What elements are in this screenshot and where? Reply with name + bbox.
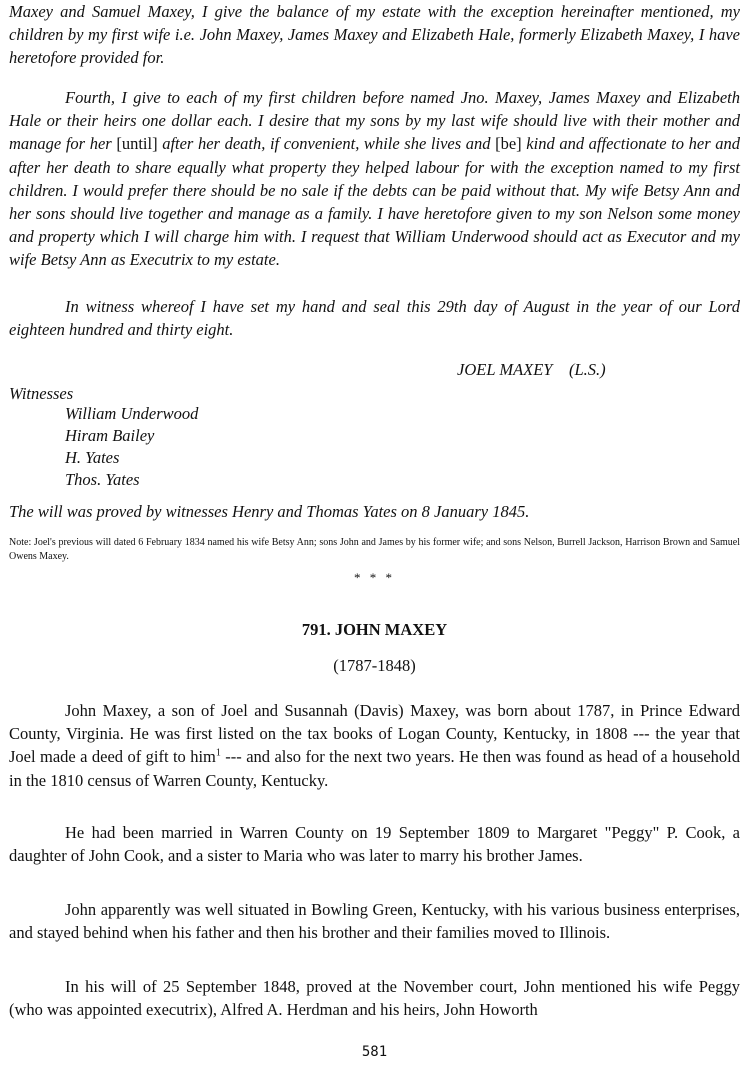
section-separator: * * * xyxy=(354,570,395,585)
witness-item: H. Yates xyxy=(65,448,120,467)
witness-item: Thos. Yates xyxy=(65,470,140,489)
fourth-part-2: after her death, if convenient, while she lives and xyxy=(157,134,496,154)
fourth-part-1: Fourth, I give to each of my first children before named Jno. Maxey, James Maxey and Elizabeth Hale or their heirs one dollar each. I desire that my sons by my last wife should live with their mother and manage for her xyxy=(9,88,740,154)
body-paragraph-2: He had been married in Warren County on 19 September 1809 to Margaret "Peggy" P. Cook, a daughter of John Cook, and a sister to Maria who was later to marry his brother James. xyxy=(9,823,740,866)
body-paragraph-4: In his will of 25 September 1848, proved at the November court, John mentioned his wife Peggy (who was appointed executrix), Alfred A. Herdman and his heirs, John Howorth xyxy=(9,977,740,1020)
will-paragraph-witness: In witness whereof I have set my hand and seal this 29th day of August in the year of our Lord eighteen hundred and thirty eight. xyxy=(9,297,740,340)
p1-part-1: John Maxey, a son of Joel and Susannah (Davis) Maxey, was born about 1787, in Prince Edward County, Virginia. He was first listed on the tax books of Logan County, Kentucky, in 1808 --- the year that Joel made a deed of gift to him xyxy=(9,701,740,767)
body-paragraph-1 xyxy=(9,699,740,792)
footnote-text: Note: Joel's previous will dated 6 February 1834 named his wife Betsy Ann; sons John and James by his former wife; and sons Nelson, Burrell Jackson, Harrison Brown and Samuel Owens Maxey. xyxy=(9,537,740,562)
will-paragraph-fourth xyxy=(9,86,740,272)
will-paragraph-continuation: Maxey and Samuel Maxey, I give the balance of my estate with the exception hereinafter mentioned, my children by my first wife i.e. John Maxey, James Maxey and Elizabeth Hale, formerly Elizabeth Maxey, I have heretofore provided for. xyxy=(9,2,740,68)
witness-item: Hiram Bailey xyxy=(65,426,155,445)
body-paragraph-3: John apparently was well situated in Bowling Green, Kentucky, with his various business enterprises, and stayed behind when his father and then his brother and their families moved to Illinois. xyxy=(9,900,740,943)
signature-name: JOEL MAXEY xyxy=(457,360,553,379)
section-heading: 791. JOHN MAXEY xyxy=(301,620,448,639)
signature-seal: (L.S.) xyxy=(568,360,606,379)
bracket-until: [until] xyxy=(116,134,158,154)
fourth-part-3: kind and affectionate to her and after her death to share equally what property they helped labour for with the exception named to my first children. I would prefer there should be no sale if the debts can be paid without that. My wife Betsy Ann and her sons should live together and manage as a family. I have heretofore given to my son Nelson some money and property which I will charge him with. I request that William Underwood should act as Executor and my wife Betsy Ann as Executrix to my estate. xyxy=(9,134,740,270)
witness-item: William Underwood xyxy=(65,404,199,423)
footnote-reference: 1 xyxy=(215,747,221,759)
p1-part-2: --- and also for the next two years. He then was found as head of a household in the 1810 census of Warren County, Kentucky. xyxy=(9,747,740,790)
witnesses-heading: Witnesses xyxy=(9,384,74,403)
document-page xyxy=(9,0,740,1076)
signature-line xyxy=(457,360,606,380)
witnesses-list xyxy=(65,403,198,491)
bracket-be: [be] xyxy=(495,134,522,154)
page-number: 581 xyxy=(361,1044,388,1060)
section-dates: (1787-1848) xyxy=(333,656,416,675)
will-proved-statement: The will was proved by witnesses Henry and Thomas Yates on 8 January 1845. xyxy=(9,502,530,521)
